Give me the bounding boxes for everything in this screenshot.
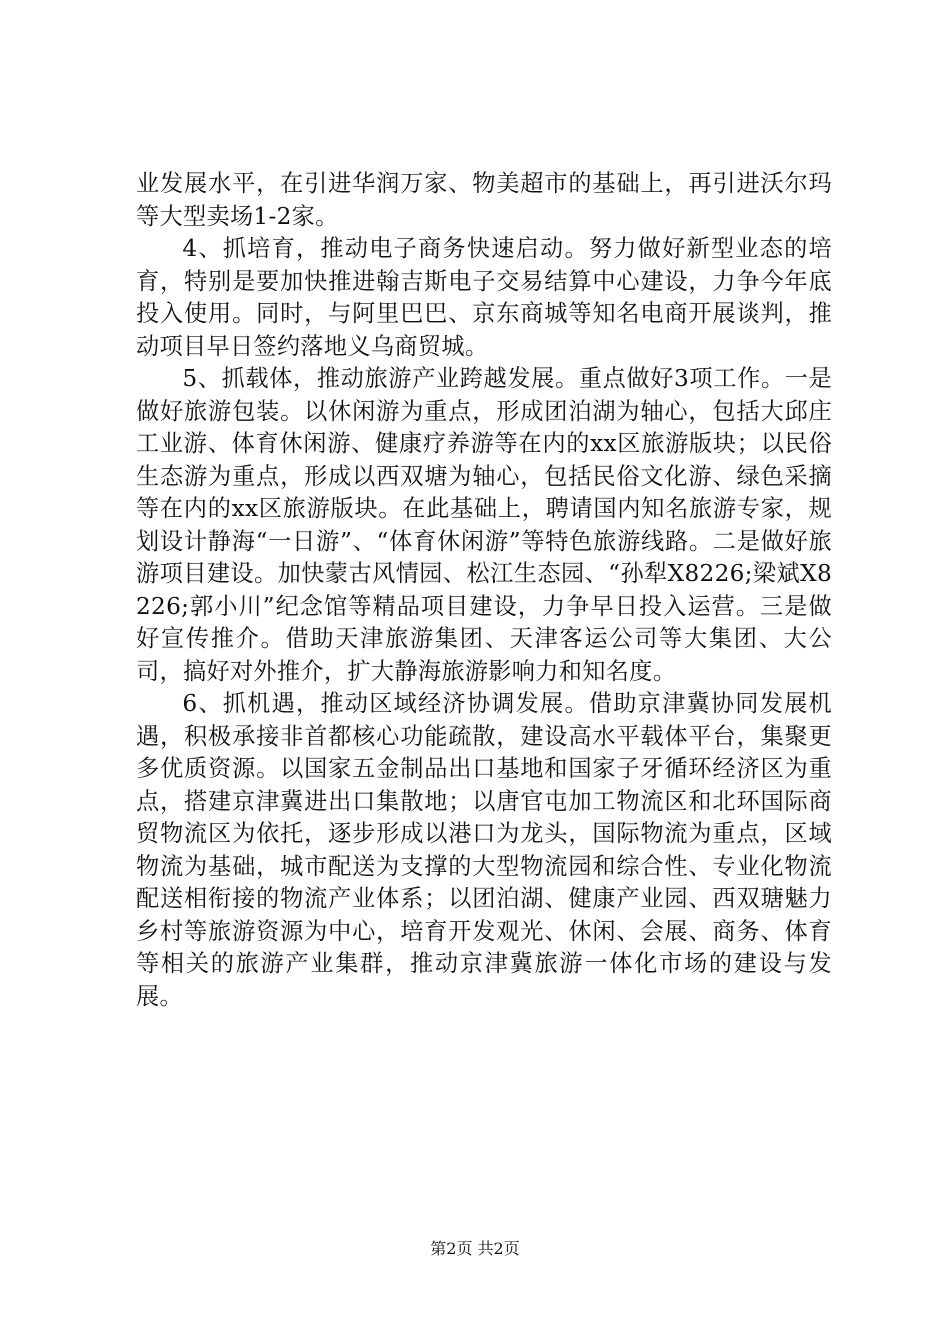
paragraph-item-6: 6、抓机遇，推动区域经济协调发展。借助京津冀协同发展机遇，积极承接非首都核心功能疏散，建设高水平载体平台，集聚更多优质资源。以国家五金制品出口基地和国家子牙循环经济区为重点，搭建京津冀进出口集散地；以唐官屯加工物流区和北环国际商贸物流区为依托，逐步形成以港口为龙头，国际物流为重点，区域物流为基础，城市配送为支撑的大型物流园和综合性、专业化物流配送相衔接的物流产业体系；以团泊湖、健康产业园、西双瑭魅力乡村等旅游资源为中心，培育开发观光、休闲、会展、商务、体育等相关的旅游产业集群，推动京津冀旅游一体化市场的建设与发展。 [136, 690, 832, 1010]
page-footer: 第2页 共2页 [430, 1239, 520, 1258]
paragraph-item-5: 5、抓载体，推动旅游产业跨越发展。重点做好3项工作。一是做好旅游包装。以休闲游为重点，形成团泊湖为轴心，包括大邱庄工业游、体育休闲游、健康疗养游等在内的xx区旅游版块；以民俗生态游为重点，形成以西双塘为轴心，包括民俗文化游、绿色采摘等在内的xx区旅游版块。在此基础上，聘请国内知名旅游专家，规划设计静海“一日游”、“体育休闲游”等特色旅游线路。二是做好旅游项目建设。加快蒙古风情园、松江生态园、“孙犁X8226;梁斌X8226;郭小川”纪念馆等精品项目建设，力争早日投入运营。三是做好宣传推介。借助天津旅游集团、天津客运公司等大集团、大公司，搞好对外推介，扩大静海旅游影响力和知名度。 [136, 365, 832, 685]
document-body [136, 168, 832, 1013]
paragraph-continuation: 业发展水平，在引进华润万家、物美超市的基础上，再引进沃尔玛等大型卖场1-2家。 [136, 170, 832, 230]
paragraph-item-4: 4、抓培育，推动电子商务快速启动。努力做好新型业态的培育，特别是要加快推进翰吉斯电子交易结算中心建设，力争今年底投入使用。同时，与阿里巴巴、京东商城等知名电商开展谈判，推动项目早日签约落地义乌商贸城。 [136, 235, 832, 360]
